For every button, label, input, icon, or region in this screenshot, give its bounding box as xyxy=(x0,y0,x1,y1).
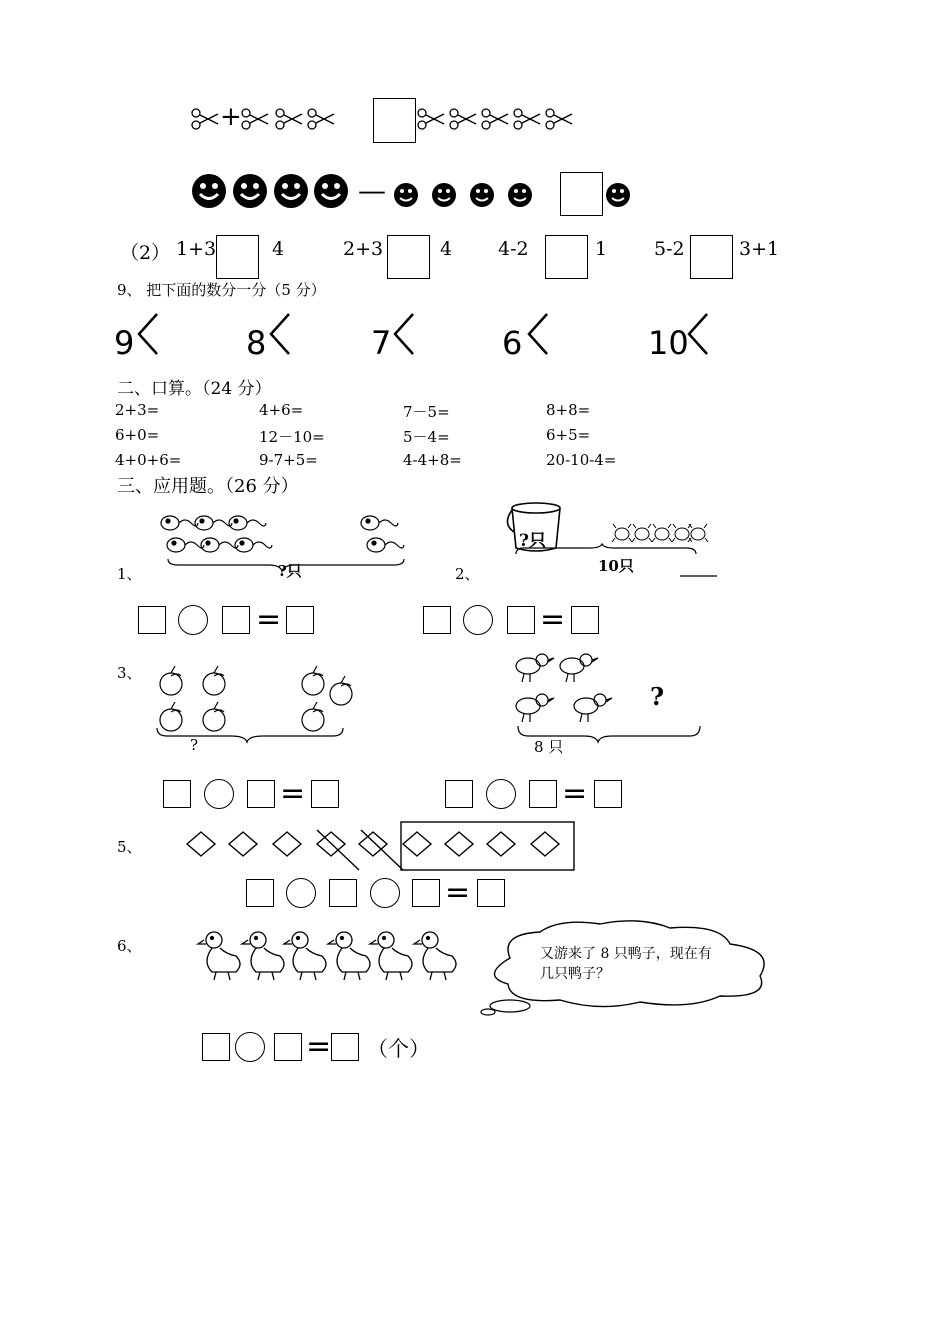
compare-label: （2） xyxy=(120,242,171,264)
compare-right: 1 xyxy=(595,238,608,260)
split-number: 8 xyxy=(246,324,267,362)
answer-box[interactable] xyxy=(412,879,440,907)
answer-box[interactable] xyxy=(329,879,357,907)
answer-box[interactable] xyxy=(222,606,250,634)
operator-circle[interactable] xyxy=(486,779,516,809)
answer-box[interactable] xyxy=(594,780,622,808)
q4-total: 8 只 xyxy=(534,738,564,756)
diamond-icon xyxy=(185,820,585,880)
answer-box[interactable] xyxy=(138,606,166,634)
compare-right: 4 xyxy=(272,238,285,260)
answer-box[interactable] xyxy=(202,1033,230,1061)
compare-box[interactable] xyxy=(216,235,259,279)
calc-item: 5－4= xyxy=(403,428,450,446)
answer-box[interactable] xyxy=(423,606,451,634)
answer-box[interactable] xyxy=(246,879,274,907)
split-number: 7 xyxy=(371,324,392,362)
q3-number: 3、 xyxy=(117,664,142,682)
q3-question: ? xyxy=(190,736,199,754)
q1-label: ?只 xyxy=(278,562,302,580)
operator-circle[interactable] xyxy=(178,605,208,635)
operator-circle[interactable] xyxy=(370,878,400,908)
plus-sign: + xyxy=(220,102,242,132)
calc-item: 8+8= xyxy=(546,401,591,419)
calc-item: 6+5= xyxy=(546,426,591,444)
bucket-label: ?只 xyxy=(519,531,546,551)
answer-box[interactable] xyxy=(311,780,339,808)
answer-box[interactable] xyxy=(445,780,473,808)
q2-total: 10只 xyxy=(598,557,634,575)
compare-right: 4 xyxy=(440,238,453,260)
compare-left: 1+3 xyxy=(176,238,217,260)
calc-item: 7－5= xyxy=(403,403,450,421)
duck-icon xyxy=(200,928,470,988)
split-number: 10 xyxy=(648,324,689,362)
answer-box[interactable] xyxy=(507,606,535,634)
compare-box[interactable] xyxy=(545,235,588,279)
equals-sign: = xyxy=(445,875,471,910)
unit-label: （个） xyxy=(367,1037,430,1061)
q4-question: ? xyxy=(650,682,665,711)
operator-circle[interactable] xyxy=(204,779,234,809)
equals-sign: = xyxy=(256,602,282,637)
equals-sign: = xyxy=(280,776,306,811)
answer-box[interactable] xyxy=(163,780,191,808)
compare-box[interactable] xyxy=(690,235,733,279)
equals-sign: = xyxy=(540,602,566,637)
compare-left: 5-2 xyxy=(654,238,685,260)
calc-item: 4+0+6= xyxy=(115,451,182,469)
compare-right: 3+1 xyxy=(739,238,780,260)
apple-icon xyxy=(155,660,375,750)
calc-item: 20-10-4= xyxy=(546,451,617,469)
q6-number: 6、 xyxy=(117,937,142,955)
answer-box[interactable] xyxy=(331,1033,359,1061)
operator-circle[interactable] xyxy=(463,605,493,635)
compare-left: 4-2 xyxy=(498,238,529,260)
thought-bubble-text: 又游来了 8 只鸭子，现在有几只鸭子？ xyxy=(540,946,712,982)
answer-box[interactable] xyxy=(477,879,505,907)
section2-title: 二、口算。（24 分） xyxy=(117,379,272,399)
split-number: 6 xyxy=(502,324,523,362)
equals-sign: = xyxy=(306,1029,332,1064)
calc-item: 2+3= xyxy=(115,401,160,419)
compare-left: 2+3 xyxy=(343,238,384,260)
q2-number: 2、 xyxy=(455,565,480,583)
answer-box[interactable] xyxy=(274,1033,302,1061)
minus-sign: — xyxy=(358,174,386,207)
q1-number: 1、 xyxy=(117,565,142,583)
section3-title: 三、应用题。（26 分） xyxy=(117,476,299,497)
answer-box[interactable] xyxy=(560,172,603,216)
split-number: 9 xyxy=(114,324,135,362)
q5-number: 5、 xyxy=(117,838,142,856)
answer-box[interactable] xyxy=(373,98,416,143)
calc-item: 6+0= xyxy=(115,426,160,444)
answer-box[interactable] xyxy=(286,606,314,634)
calc-item: 4-4+8= xyxy=(403,451,462,469)
chick-icon xyxy=(514,652,714,742)
equals-sign: = xyxy=(562,776,588,811)
calc-item: 12－10= xyxy=(259,428,325,446)
operator-circle[interactable] xyxy=(286,878,316,908)
calc-item: 4+6= xyxy=(259,401,304,419)
split-lines-icon xyxy=(135,312,755,362)
answer-box[interactable] xyxy=(529,780,557,808)
calc-item: 9-7+5= xyxy=(259,451,318,469)
answer-box[interactable] xyxy=(571,606,599,634)
operator-circle[interactable] xyxy=(235,1032,265,1062)
answer-box[interactable] xyxy=(247,780,275,808)
q9-title: 9、 把下面的数分一分（5 分） xyxy=(117,281,326,299)
compare-box[interactable] xyxy=(387,235,430,279)
